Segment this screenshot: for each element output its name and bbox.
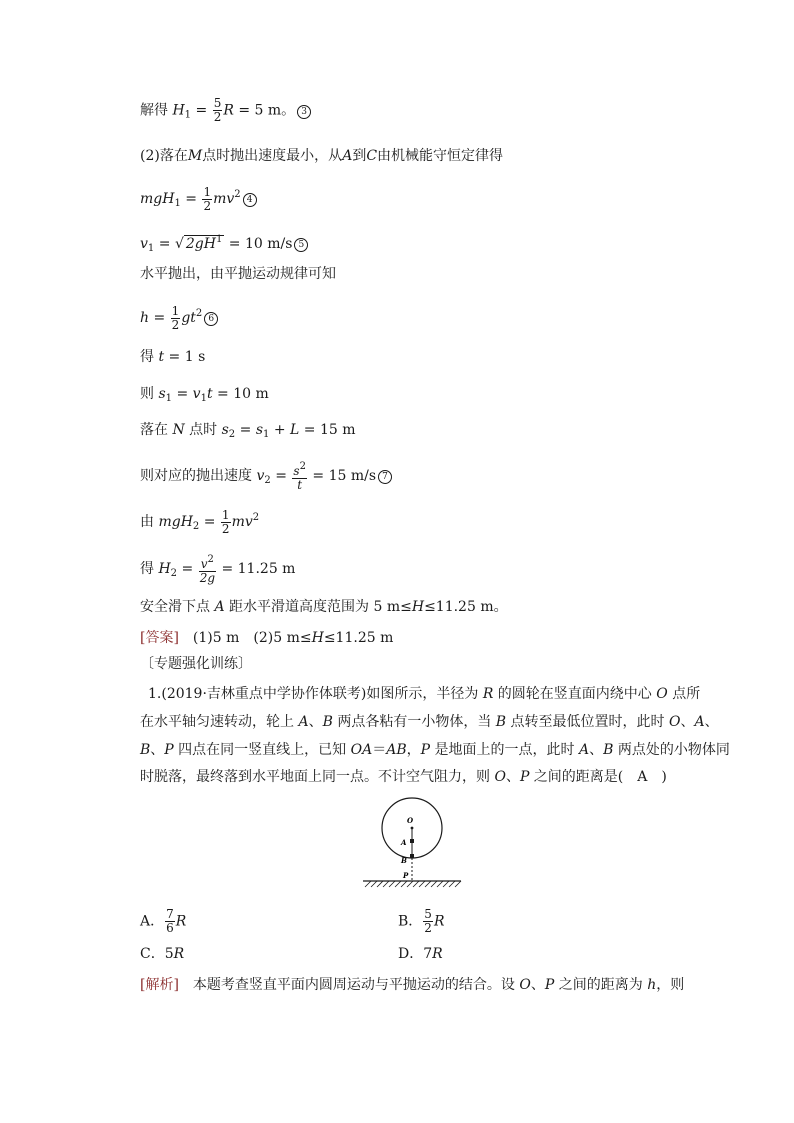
var: H — [411, 599, 425, 615]
var: B — [603, 742, 614, 758]
text: 、 — [505, 769, 520, 785]
text: ≤11.25 m。 — [424, 599, 508, 615]
var: t — [158, 349, 165, 365]
text: = 5 m。 — [233, 102, 296, 119]
denominator: 2g — [199, 571, 216, 585]
subscript: 2 — [170, 568, 178, 579]
solution-line-8 — [140, 384, 269, 409]
numerator: 1 — [221, 507, 230, 522]
text: = 15 m/s — [307, 468, 377, 484]
var: B — [322, 714, 333, 730]
option-label: A． — [140, 913, 165, 930]
denominator: 2 — [171, 317, 180, 332]
numerator — [199, 553, 216, 572]
var: 2gH — [185, 236, 216, 252]
text: 本题考查竖直平面内圆周运动与平抛运动的结合。设 — [178, 977, 520, 993]
text: 两点各粘有一小物体，当 — [332, 714, 496, 730]
text: 1.(2019·吉林重点中学协作体联考)如图所示，半径为 — [148, 686, 483, 702]
equation-number: 7 — [378, 470, 392, 484]
question-line-1 — [148, 684, 700, 704]
equation-number: 3 — [297, 105, 311, 119]
subscript: 1 — [147, 243, 155, 254]
solution-line-13 — [140, 597, 508, 617]
section-heading — [140, 654, 252, 674]
text: 点所 — [667, 686, 701, 702]
var: O — [668, 714, 681, 730]
subscript: 2 — [264, 475, 271, 486]
text: 之间的距离为 — [554, 977, 648, 993]
text: = 1 s — [164, 349, 206, 365]
equals: = — [149, 310, 170, 326]
solution-line-4 — [140, 230, 308, 259]
var: B — [140, 742, 151, 758]
text: 、 — [530, 977, 545, 993]
text: 则 — [140, 386, 159, 402]
subscript: 1 — [263, 429, 270, 440]
fraction — [199, 553, 216, 585]
var: M — [187, 148, 203, 164]
var: O — [656, 686, 668, 702]
var: s — [221, 422, 229, 438]
text: (1)5 m (2)5 m≤ — [178, 630, 312, 646]
var: H — [172, 102, 185, 119]
superscript: 2 — [207, 554, 214, 565]
equals: = — [270, 468, 292, 484]
text: 则对应的抛出速度 — [140, 468, 257, 484]
equals: = — [177, 561, 198, 577]
answer-line — [140, 628, 393, 648]
var: P — [519, 769, 530, 785]
text: 、 — [704, 714, 719, 730]
var: s — [158, 386, 166, 402]
value: 5 — [164, 946, 174, 962]
text: 是地面上的一点，此时 — [430, 742, 579, 758]
text: 两点处的小物体同 — [613, 742, 730, 758]
text: 在水平轴匀速转动，轮上 — [140, 714, 299, 730]
wheel-figure — [355, 795, 465, 890]
equation-number: 4 — [243, 193, 257, 207]
text: ＝ — [372, 742, 387, 758]
var: P — [420, 742, 431, 758]
text: 、 — [589, 742, 604, 758]
var: A — [694, 714, 705, 730]
denominator: t — [297, 478, 303, 492]
text: 点时 — [184, 422, 222, 438]
fraction — [213, 97, 223, 124]
var: mv — [231, 514, 253, 530]
var: R — [223, 102, 234, 119]
var: A — [214, 599, 225, 615]
value: 7 — [423, 946, 433, 962]
var: v — [256, 468, 265, 484]
var: h — [140, 310, 150, 326]
var: C — [366, 148, 378, 164]
text: 得 — [140, 561, 159, 577]
numerator: 1 — [203, 184, 212, 199]
object-a — [410, 839, 414, 843]
solution-line-3 — [140, 185, 257, 214]
answer-tag: [答案] — [140, 630, 179, 646]
var: R — [482, 686, 494, 702]
object-b — [410, 854, 414, 858]
var: P — [164, 742, 174, 758]
label-a: A — [401, 838, 407, 847]
subscript: 1 — [165, 393, 173, 404]
superscript: 2 — [252, 512, 260, 523]
text: 四点在同一竖直线上，已知 — [173, 742, 351, 758]
text: 的圆轮在竖直面内绕中心 — [493, 686, 657, 702]
text: ，则 — [656, 977, 685, 993]
var: H — [158, 561, 171, 577]
var: N — [172, 422, 185, 438]
equals: = — [199, 514, 220, 530]
option-c[interactable] — [140, 944, 184, 964]
var: O — [519, 977, 531, 993]
solution-line-2 — [140, 146, 503, 166]
subscript: 1 — [184, 109, 192, 121]
subscript: 2 — [228, 429, 236, 440]
equation-number: 5 — [294, 238, 308, 252]
solution-line-9 — [140, 420, 355, 445]
var: H — [311, 630, 324, 646]
sqrt-content — [184, 235, 224, 252]
label-o: O — [407, 816, 414, 825]
text: 落在 — [140, 422, 173, 438]
text: 点转至最低位置时，此时 — [506, 714, 669, 730]
solution-line-11 — [140, 508, 259, 537]
equals: = — [191, 102, 212, 119]
var: A — [342, 148, 353, 164]
var: gt — [181, 310, 196, 326]
var: R — [432, 946, 443, 962]
var: A — [578, 742, 590, 758]
denominator: 2 — [213, 110, 222, 124]
solution-line-5 — [140, 264, 336, 284]
numerator: 7 — [166, 907, 174, 921]
var: P — [544, 977, 555, 993]
text: 安全滑下点 — [140, 599, 215, 615]
subscript: 2 — [192, 521, 200, 532]
var: L — [290, 422, 300, 438]
sqrt-sign: √ — [174, 236, 184, 252]
fraction — [423, 908, 433, 935]
var: s — [255, 422, 263, 438]
solution-line-12 — [140, 553, 295, 585]
text: 距水平滑道高度范围为 5 m≤ — [224, 599, 412, 615]
text: = 11.25 m — [217, 561, 296, 577]
text: 到 — [352, 148, 367, 164]
numerator: 5 — [424, 907, 432, 921]
superscript: 2 — [234, 189, 241, 200]
var: AB — [386, 742, 407, 758]
question-line-2 — [140, 712, 719, 732]
fraction — [292, 460, 307, 492]
text: 、 — [680, 714, 695, 730]
numerator: 1 — [171, 303, 180, 318]
option-b[interactable] — [398, 908, 444, 935]
var: OA — [350, 742, 373, 758]
equals: = — [180, 191, 202, 207]
text: ， — [406, 742, 421, 758]
option-label: D． — [398, 946, 424, 962]
denominator: 6 — [166, 921, 174, 935]
option-label: B． — [398, 913, 423, 930]
solution-line-7 — [140, 347, 205, 367]
text: = 10 m/s — [224, 236, 293, 252]
question-line-3 — [140, 740, 730, 760]
superscript: 1 — [215, 234, 223, 245]
plus: + — [269, 422, 291, 438]
var: h — [647, 977, 657, 993]
var: R — [175, 913, 187, 930]
denominator: 2 — [203, 198, 212, 213]
fraction — [165, 908, 175, 935]
solution-line-1 — [140, 97, 311, 126]
denominator: 2 — [221, 521, 230, 536]
text: 、 — [308, 714, 323, 730]
var: mv — [213, 191, 235, 207]
numerator — [292, 460, 307, 479]
var: t — [206, 386, 213, 402]
text: 、 — [150, 742, 165, 758]
var: s — [293, 464, 300, 478]
solution-line-10 — [140, 460, 392, 492]
var: O — [494, 769, 506, 785]
ground-hatching — [365, 881, 461, 887]
var: v — [200, 557, 208, 571]
superscript: 2 — [195, 308, 203, 319]
var: R — [433, 913, 445, 930]
text: 〔专题强化训练〕 — [140, 656, 252, 672]
option-a[interactable] — [140, 908, 186, 935]
fraction — [171, 305, 181, 332]
text: = 10 m — [212, 386, 269, 402]
numerator: 5 — [213, 96, 222, 110]
var: R — [173, 946, 185, 962]
analysis-line — [140, 975, 684, 995]
label-b: B — [401, 856, 407, 865]
equals: = — [154, 236, 175, 252]
text: 水平抛出，由平抛运动规律可知 — [140, 266, 336, 282]
text: 得 — [140, 349, 159, 365]
text: 由 — [140, 514, 159, 530]
text: 解得 — [140, 102, 173, 119]
var: B — [495, 714, 507, 730]
var: v — [192, 386, 201, 402]
text: 由机械能守恒定律得 — [377, 148, 504, 164]
text: (2)落在 — [140, 148, 188, 164]
fraction — [202, 186, 212, 213]
var: mgH — [158, 514, 193, 530]
equals: = — [235, 422, 256, 438]
fraction — [221, 509, 231, 536]
text: 时脱落，最终落到水平地面上同一点。不计空气阻力，则 — [140, 769, 495, 785]
text: = 15 m — [299, 422, 356, 438]
analysis-tag: [解析] — [140, 977, 179, 993]
equation-number: 6 — [204, 312, 218, 326]
equals: = — [172, 386, 193, 402]
var: v — [140, 236, 148, 252]
text: 之间的距离是( A ) — [529, 769, 667, 785]
question-line-4 — [140, 767, 667, 787]
label-p: P — [403, 871, 409, 880]
superscript: 2 — [299, 461, 306, 472]
text: 点时抛出速度最小，从 — [202, 148, 343, 164]
denominator: 2 — [424, 921, 432, 935]
option-label: C． — [140, 946, 165, 962]
solution-line-6 — [140, 304, 218, 332]
subscript: 1 — [200, 393, 207, 404]
subscript: 1 — [174, 198, 181, 209]
option-d[interactable] — [398, 944, 443, 964]
var: A — [298, 714, 309, 730]
var: mgH — [140, 191, 175, 207]
text: ≤11.25 m — [323, 630, 394, 646]
